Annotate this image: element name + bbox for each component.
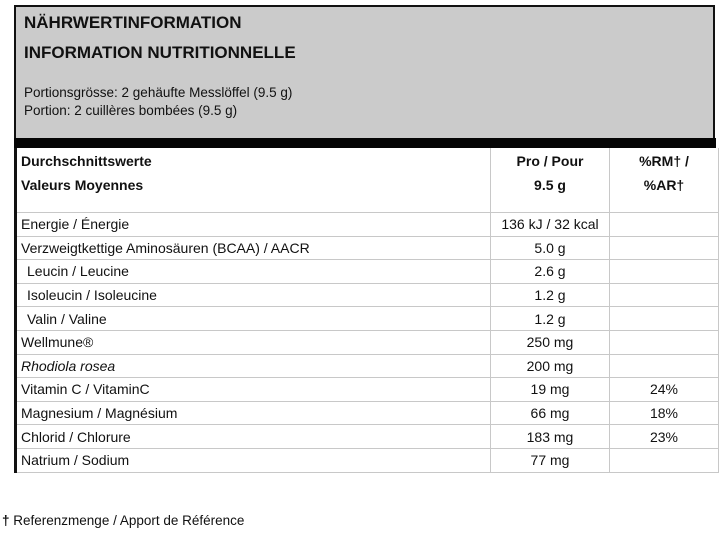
- table-row: [16, 401, 719, 425]
- nutrition-table: [14, 148, 719, 473]
- row-percent: 23%: [610, 425, 719, 449]
- table-row: [16, 307, 719, 331]
- table-row: [16, 283, 719, 307]
- column-header-percent: [610, 148, 719, 213]
- row-percent: [610, 236, 719, 260]
- portion-size-french: Portion: 2 cuillères bombées (9.5 g): [24, 103, 238, 118]
- row-name: Leucin / Leucine: [16, 260, 491, 284]
- column-header-name-fr: Valeurs Moyennes: [21, 177, 144, 193]
- column-header-amount-label: Pro / Pour: [516, 153, 584, 169]
- row-percent: [610, 307, 719, 331]
- row-amount: 183 mg: [491, 425, 610, 449]
- row-name: Isoleucin / Isoleucine: [16, 283, 491, 307]
- row-percent: [610, 354, 719, 378]
- row-percent: [610, 448, 719, 472]
- column-header-name: [16, 148, 491, 213]
- row-amount: 200 mg: [491, 354, 610, 378]
- column-header-percent-rm: %RM† /: [639, 153, 689, 169]
- table-row: [16, 260, 719, 284]
- row-percent: [610, 330, 719, 354]
- row-percent: 24%: [610, 378, 719, 402]
- footnote-text: Referenzmenge / Apport de Référence: [9, 513, 245, 528]
- table-header-row: [16, 148, 719, 213]
- row-amount: 5.0 g: [491, 236, 610, 260]
- row-amount: 1.2 g: [491, 283, 610, 307]
- row-amount: 2.6 g: [491, 260, 610, 284]
- column-header-amount-serving: 9.5 g: [534, 177, 566, 193]
- table-row: [16, 354, 719, 378]
- row-name: Chlorid / Chlorure: [16, 425, 491, 449]
- title-german: NÄHRWERTINFORMATION: [24, 13, 242, 32]
- row-amount: 19 mg: [491, 378, 610, 402]
- row-name: Vitamin C / VitaminC: [16, 378, 491, 402]
- row-name: Rhodiola rosea: [16, 354, 491, 378]
- dagger-symbol: †: [2, 513, 10, 528]
- table-row: [16, 330, 719, 354]
- row-name: Magnesium / Magnésium: [16, 401, 491, 425]
- row-percent: [610, 213, 719, 237]
- row-percent: [610, 260, 719, 284]
- row-name: Verzweigtkettige Aminosäuren (BCAA) / AACR: [16, 236, 491, 260]
- row-amount: 136 kJ / 32 kcal: [491, 213, 610, 237]
- footnote: [2, 513, 244, 528]
- column-header-name-de: Durchschnittswerte: [21, 153, 152, 169]
- row-percent: [610, 283, 719, 307]
- row-name: Wellmune®: [16, 330, 491, 354]
- row-amount: 77 mg: [491, 448, 610, 472]
- row-amount: 1.2 g: [491, 307, 610, 331]
- table-row: [16, 425, 719, 449]
- table-row: [16, 378, 719, 402]
- row-name: Natrium / Sodium: [16, 448, 491, 472]
- header-divider-bar: [14, 138, 716, 148]
- table-row: [16, 448, 719, 472]
- column-header-amount: [491, 148, 610, 213]
- row-name: Energie / Énergie: [16, 213, 491, 237]
- table-row: [16, 213, 719, 237]
- row-name: Valin / Valine: [16, 307, 491, 331]
- portion-size-german: Portionsgrösse: 2 gehäufte Messlöffel (9.5 g): [24, 85, 293, 100]
- nutrition-header-panel: [14, 5, 715, 138]
- row-percent: 18%: [610, 401, 719, 425]
- row-amount: 250 mg: [491, 330, 610, 354]
- row-amount: 66 mg: [491, 401, 610, 425]
- table-row: [16, 236, 719, 260]
- column-header-percent-ar: %AR†: [643, 177, 685, 193]
- title-french: INFORMATION NUTRITIONNELLE: [24, 43, 296, 62]
